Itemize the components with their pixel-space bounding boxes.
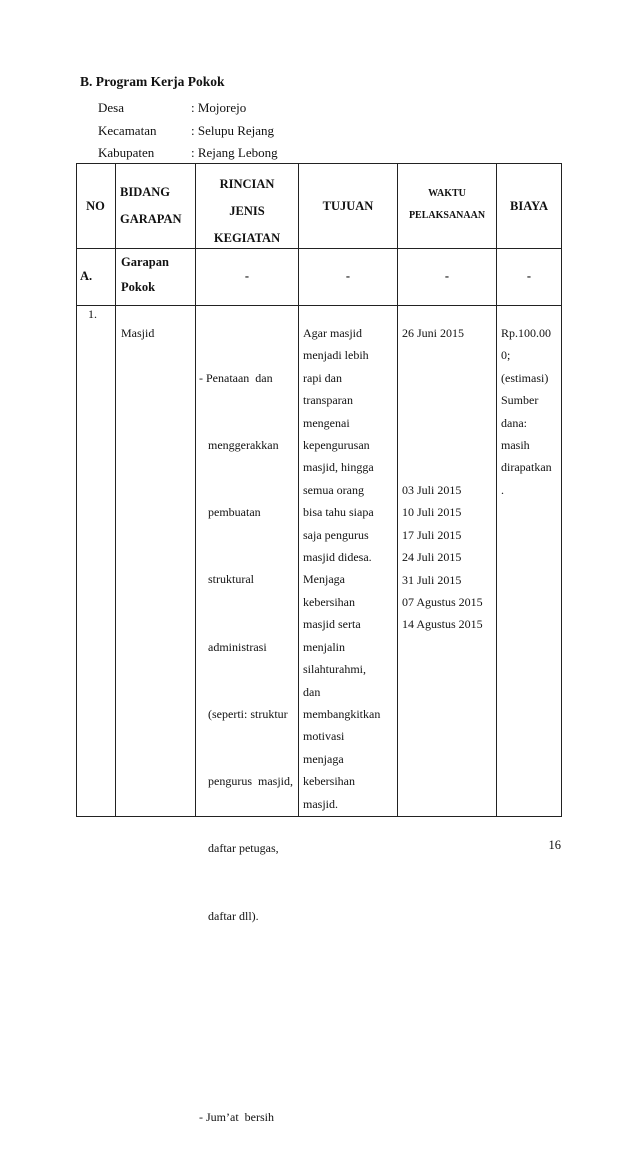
table-col-line [115, 163, 116, 817]
group-tujuan: - [345, 269, 351, 283]
row1-biaya: Rp.100.00 0; (estimasi) Sumber dana: masih dirapatkan . [501, 326, 552, 497]
page-number: 16 [548, 838, 561, 852]
row1-waktu-dates: 03 Juli 2015 10 Juli 2015 17 Juli 2015 24 Juli 2015 31 Juli 2015 07 Agustus 2015 14 Agustus 2015 [402, 483, 483, 632]
header-tujuan: TUJUAN [322, 199, 374, 213]
group-rincian: - [244, 269, 250, 283]
kecamatan-value: : Selupu Rejang [191, 123, 275, 138]
table-col-line [76, 163, 77, 817]
row1-bidang: Masjid [121, 326, 155, 340]
table-border-bottom [76, 816, 562, 817]
header-no: NO [86, 199, 105, 213]
kabupaten-label: Kabupaten [98, 145, 155, 160]
header-biaya: BIAYA [510, 199, 548, 213]
kabupaten-value: : Rejang Lebong [191, 145, 278, 160]
table-col-line [496, 163, 497, 817]
table-col-line [397, 163, 398, 817]
table-header-divider [76, 248, 562, 249]
group-no: A. [80, 269, 93, 283]
row1-rincian: - Penataan dan menggerakkan pembuatan struktural administrasi (seperti: struktur pengurus masjid, daftar petugas, daftar dll). - Jum’at bersih [199, 370, 293, 1125]
group-bidang: Garapan Pokok [121, 255, 169, 294]
header-bidang: BIDANG GARAPAN [120, 185, 182, 226]
desa-label: Desa [98, 100, 124, 115]
desa-value: : Mojorejo [191, 100, 247, 115]
row1-no: 1. [88, 307, 97, 321]
group-waktu: - [444, 269, 450, 283]
table-col-line [561, 163, 562, 817]
table-border-top [76, 163, 562, 164]
section-title: B. Program Kerja Pokok [80, 74, 225, 89]
kecamatan-label: Kecamatan [98, 123, 157, 138]
row1-tujuan: Agar masjid menjadi lebih rapi dan transparan mengenai kepengurusan masjid, hingga semua orang bisa tahu siapa saja pengurus masjid didesa. Menjaga kebersihan masjid serta menjalin silahturahmi, dan membangkitkan motivasi menjaga kebersihan masjid. [303, 326, 381, 811]
table-col-line [298, 163, 299, 817]
table-col-line [195, 163, 196, 817]
table-group-divider [76, 305, 562, 306]
header-waktu: WAKTU PELAKSANAAN [408, 188, 486, 221]
group-biaya: - [526, 269, 532, 283]
header-rincian: RINCIAN JENIS KEGIATAN [213, 177, 281, 245]
row1-waktu-first: 26 Juni 2015 [402, 326, 465, 340]
